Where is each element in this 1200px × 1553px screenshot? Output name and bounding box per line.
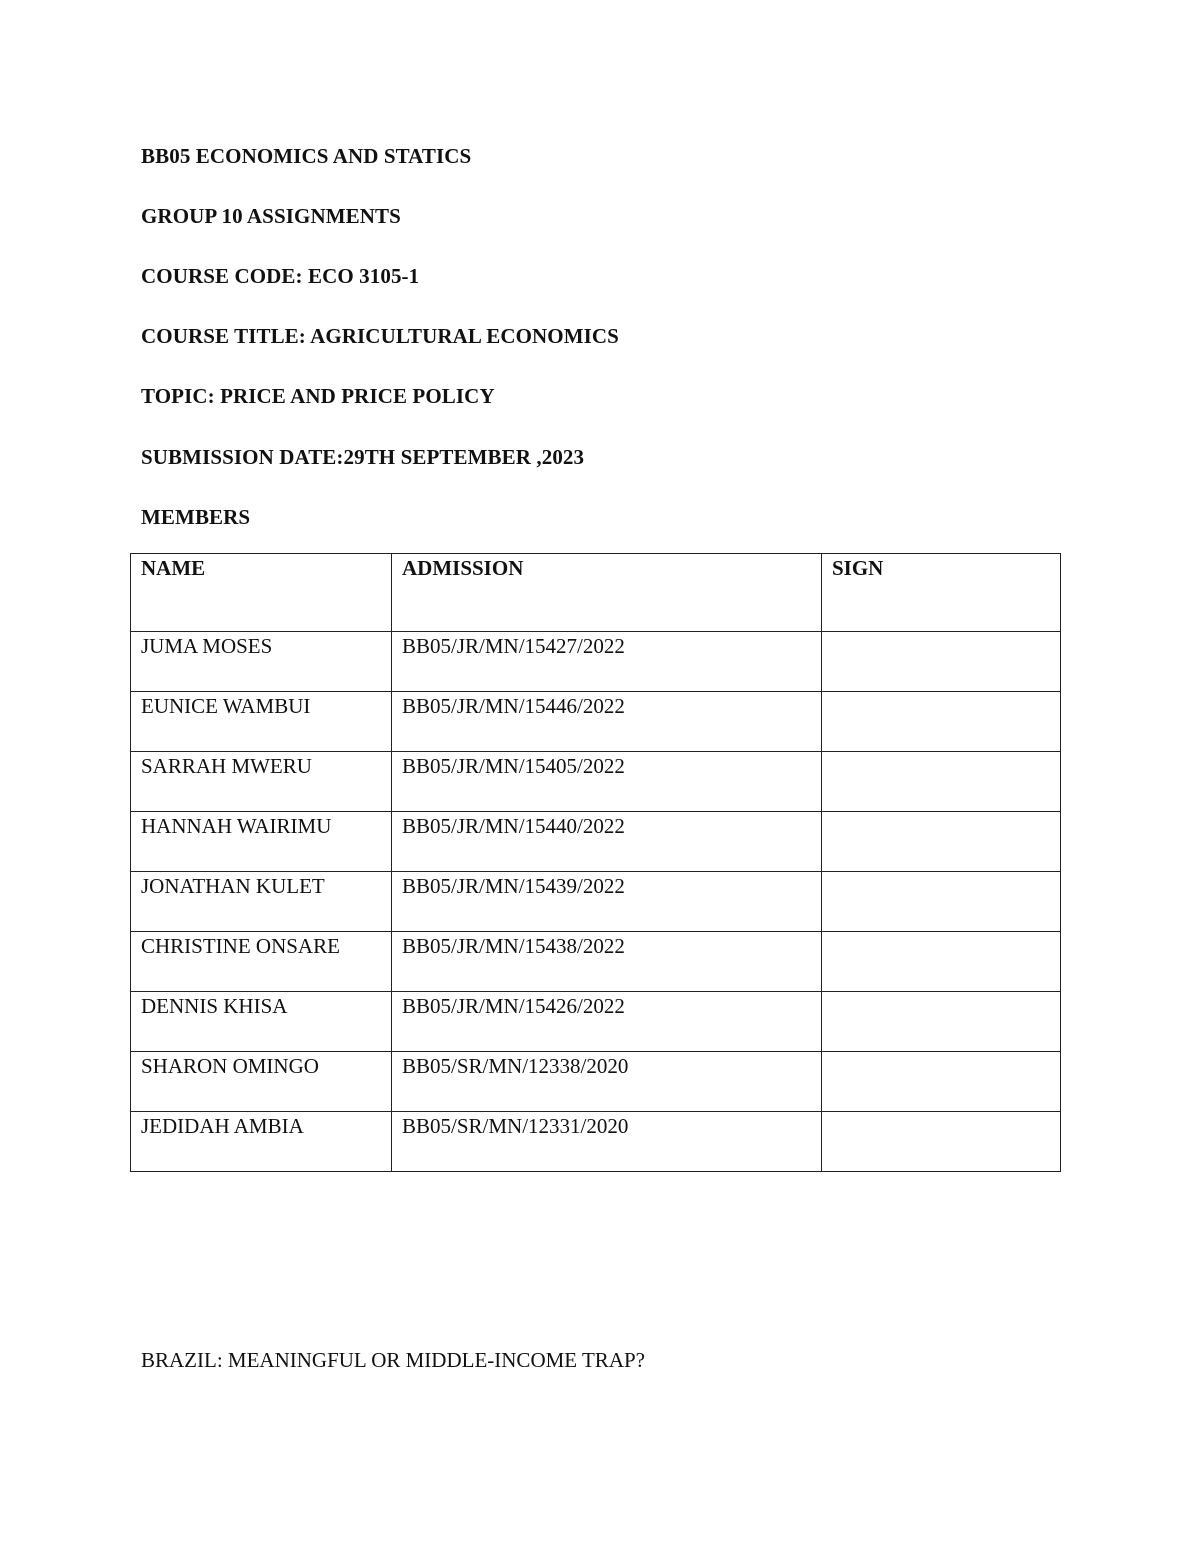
member-admission-cell: BB05/JR/MN/15446/2022 bbox=[392, 692, 822, 752]
table-row bbox=[131, 752, 1061, 812]
column-header-admission: ADMISSION bbox=[392, 554, 822, 632]
member-name-cell: EUNICE WAMBUI bbox=[131, 692, 392, 752]
column-header-name: NAME bbox=[131, 554, 392, 632]
member-admission-cell: BB05/JR/MN/15427/2022 bbox=[392, 632, 822, 692]
member-sign-cell bbox=[822, 872, 1061, 932]
member-sign-cell bbox=[822, 752, 1061, 812]
topic-line: TOPIC: PRICE AND PRICE POLICY bbox=[141, 384, 495, 408]
members-table bbox=[130, 553, 1061, 1172]
member-sign-cell bbox=[822, 812, 1061, 872]
course-title-line: COURSE TITLE: AGRICULTURAL ECONOMICS bbox=[141, 324, 619, 348]
member-name-cell: JEDIDAH AMBIA bbox=[131, 1112, 392, 1172]
member-name-cell: HANNAH WAIRIMU bbox=[131, 812, 392, 872]
members-heading: MEMBERS bbox=[141, 505, 251, 529]
table-header-row bbox=[131, 554, 1061, 632]
member-sign-cell bbox=[822, 932, 1061, 992]
table-row bbox=[131, 1112, 1061, 1172]
submission-date-line: SUBMISSION DATE:29TH SEPTEMBER ,2023 bbox=[141, 445, 585, 469]
table-row bbox=[131, 632, 1061, 692]
member-name-cell: JONATHAN KULET bbox=[131, 872, 392, 932]
column-header-sign: SIGN bbox=[822, 554, 1061, 632]
member-name-cell: CHRISTINE ONSARE bbox=[131, 932, 392, 992]
table-row bbox=[131, 992, 1061, 1052]
member-admission-cell: BB05/JR/MN/15438/2022 bbox=[392, 932, 822, 992]
table-row bbox=[131, 1052, 1061, 1112]
member-sign-cell bbox=[822, 692, 1061, 752]
member-admission-cell: BB05/SR/MN/12338/2020 bbox=[392, 1052, 822, 1112]
group-line: GROUP 10 ASSIGNMENTS bbox=[141, 204, 401, 228]
member-admission-cell: BB05/JR/MN/15440/2022 bbox=[392, 812, 822, 872]
course-code-line: COURSE CODE: ECO 3105-1 bbox=[141, 264, 420, 288]
member-sign-cell bbox=[822, 632, 1061, 692]
table-row bbox=[131, 932, 1061, 992]
table-row bbox=[131, 692, 1061, 752]
school-line: BB05 ECONOMICS AND STATICS bbox=[141, 144, 472, 168]
member-name-cell: JUMA MOSES bbox=[131, 632, 392, 692]
member-name-cell: SARRAH MWERU bbox=[131, 752, 392, 812]
member-sign-cell bbox=[822, 992, 1061, 1052]
member-admission-cell: BB05/JR/MN/15405/2022 bbox=[392, 752, 822, 812]
table-row bbox=[131, 812, 1061, 872]
member-sign-cell bbox=[822, 1052, 1061, 1112]
member-name-cell: SHARON OMINGO bbox=[131, 1052, 392, 1112]
member-admission-cell: BB05/JR/MN/15439/2022 bbox=[392, 872, 822, 932]
member-admission-cell: BB05/SR/MN/12331/2020 bbox=[392, 1112, 822, 1172]
member-admission-cell: BB05/JR/MN/15426/2022 bbox=[392, 992, 822, 1052]
paper-title-line: BRAZIL: MEANINGFUL OR MIDDLE-INCOME TRAP? bbox=[141, 1348, 645, 1372]
table-row bbox=[131, 872, 1061, 932]
member-name-cell: DENNIS KHISA bbox=[131, 992, 392, 1052]
member-sign-cell bbox=[822, 1112, 1061, 1172]
